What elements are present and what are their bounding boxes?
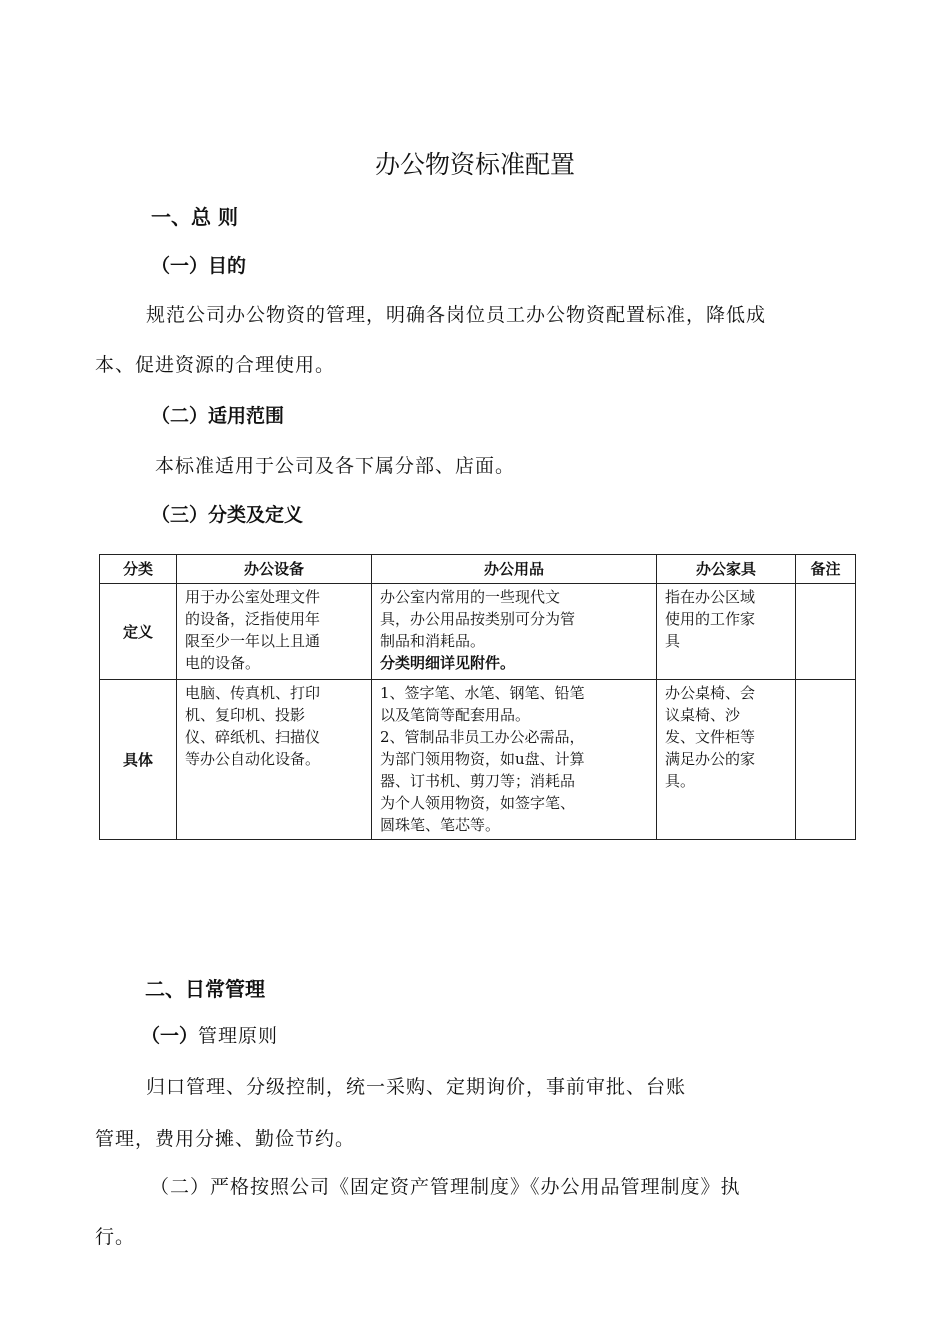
cell-line: 满足办公的家 bbox=[665, 750, 756, 768]
header-furniture: 办公家具 bbox=[657, 555, 796, 584]
cell-line: 电脑、传真机、打印 bbox=[185, 684, 321, 702]
page-title: 办公物资标准配置 bbox=[374, 150, 575, 179]
header-equipment: 办公设备 bbox=[177, 555, 372, 584]
classification-heading: （三）分类及定义 bbox=[151, 504, 304, 526]
purpose-text-line1: 规范公司办公物资的管理，明确各岗位员工办公物资配置标准，降低成 bbox=[146, 304, 767, 326]
cell-line: 具，办公用品按类别可分为管 bbox=[380, 610, 576, 628]
cell-line: 限至少一年以上且通 bbox=[185, 632, 321, 650]
cell-definition-remark bbox=[796, 584, 856, 680]
section-general-heading: 一、总 则 bbox=[151, 205, 238, 229]
cell-specific-furniture bbox=[657, 680, 796, 840]
header-supplies: 办公用品 bbox=[372, 555, 657, 584]
cell-specific-remark bbox=[796, 680, 856, 840]
cell-definition-furniture bbox=[657, 584, 796, 680]
cell-line: 以及笔筒等配套用品。 bbox=[380, 706, 531, 724]
purpose-heading: （一）目的 bbox=[151, 255, 247, 277]
appendix-note: 分类明细详见附件。 bbox=[380, 654, 516, 672]
cell-definition-supplies bbox=[372, 584, 657, 680]
cell-line: 具 bbox=[665, 632, 681, 650]
classification-table bbox=[99, 554, 856, 840]
cell-line: 用于办公室处理文件 bbox=[185, 588, 321, 606]
table-row bbox=[100, 584, 856, 680]
header-category: 分类 bbox=[100, 555, 177, 584]
cell-line: 1、签字笔、水笔、钢笔、铅笔 bbox=[380, 684, 585, 702]
principle-text-line2: 管理，费用分摊、勤俭节约。 bbox=[95, 1128, 356, 1150]
principle-heading bbox=[141, 1021, 278, 1048]
cell-line: 电的设备。 bbox=[185, 654, 261, 672]
cell-line: 机、复印机、投影 bbox=[185, 706, 306, 724]
cell-line: 为个人领用物资，如签字笔、 bbox=[380, 794, 576, 812]
principle-text-line1: 归口管理、分级控制，统一采购、定期询价，事前审批、台账 bbox=[146, 1076, 687, 1098]
cell-line: 等办公自动化设备。 bbox=[185, 750, 321, 768]
policy-text-line1: （二）严格按照公司《固定资产管理制度》《办公用品管理制度》执 bbox=[150, 1176, 741, 1198]
row-label-specific: 具体 bbox=[100, 680, 177, 840]
principle-heading-number: （一） bbox=[141, 1025, 199, 1047]
purpose-text-line2: 本、促进资源的合理使用。 bbox=[95, 354, 336, 376]
section-daily-management-heading: 二、日常管理 bbox=[145, 977, 265, 1001]
cell-line: 发、文件柜等 bbox=[665, 728, 756, 746]
cell-specific-supplies bbox=[372, 680, 657, 840]
policy-text-line2: 行。 bbox=[95, 1226, 136, 1248]
cell-line: 圆珠笔、笔芯等。 bbox=[380, 816, 501, 834]
cell-line: 的设备，泛指使用年 bbox=[185, 610, 321, 628]
cell-line: 2、管制品非员工办公必需品， bbox=[380, 728, 585, 746]
cell-line: 办公室内常用的一些现代文 bbox=[380, 588, 561, 606]
cell-line: 制品和消耗品。 bbox=[380, 632, 486, 650]
cell-line: 办公桌椅、会 bbox=[665, 684, 756, 702]
principle-heading-text: 管理原则 bbox=[198, 1025, 279, 1047]
cell-line: 使用的工作家 bbox=[665, 610, 756, 628]
cell-line: 指在办公区域 bbox=[665, 588, 756, 606]
cell-line: 器、订书机、剪刀等；消耗品 bbox=[380, 772, 576, 790]
scope-text: 本标准适用于公司及各下属分部、店面。 bbox=[155, 455, 516, 477]
cell-line: 议桌椅、沙 bbox=[665, 706, 741, 724]
cell-definition-equipment bbox=[177, 584, 372, 680]
table-header-row bbox=[100, 555, 856, 584]
row-label-definition: 定义 bbox=[100, 584, 177, 680]
header-remark: 备注 bbox=[796, 555, 856, 584]
cell-specific-equipment bbox=[177, 680, 372, 840]
cell-line: 仪、碎纸机、扫描仪 bbox=[185, 728, 321, 746]
cell-line: 为部门领用物资，如u盘、计算 bbox=[380, 750, 585, 768]
cell-line: 具。 bbox=[665, 772, 696, 790]
table-row bbox=[100, 680, 856, 840]
scope-heading: （二）适用范围 bbox=[151, 405, 285, 427]
